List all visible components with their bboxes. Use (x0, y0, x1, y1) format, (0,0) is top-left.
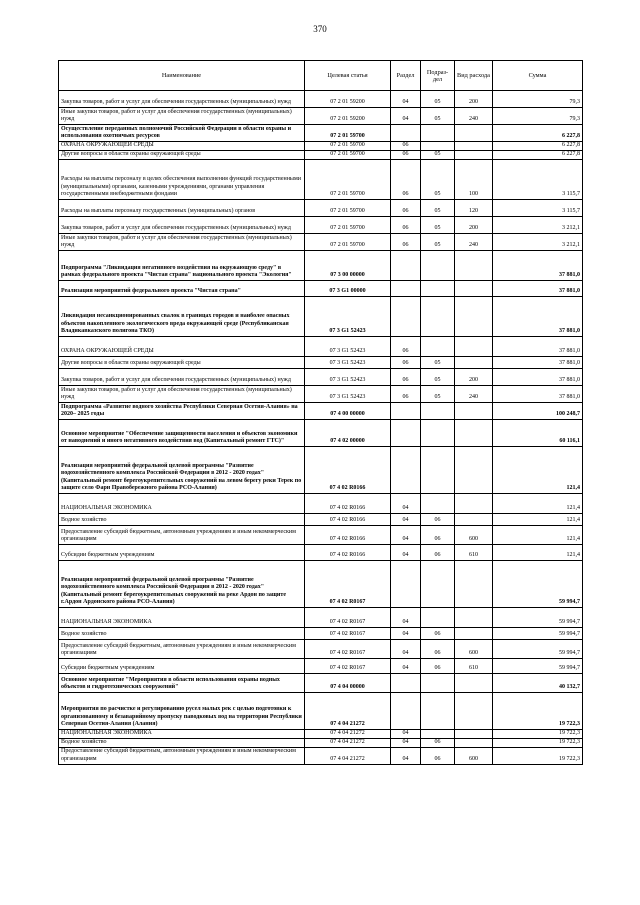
cell-name: Подпрограмма «Развитие водного хозяйства Республики Северная Осетия-Алания» на 2020– 2025 годы (59, 403, 305, 420)
cell-target-article: 07 4 02 R0166 (305, 494, 391, 514)
cell-subsection (421, 297, 455, 337)
cell-section (391, 447, 421, 494)
cell-amount: 37 881,0 (493, 357, 583, 369)
cell-section (391, 281, 421, 297)
table-row (59, 674, 583, 693)
cell-amount: 3 115,7 (493, 200, 583, 217)
cell-amount: 100 248,7 (493, 403, 583, 420)
cell-expense-type: 100 (455, 160, 493, 200)
cell-section: 04 (391, 514, 421, 526)
cell-section: 06 (391, 160, 421, 200)
cell-expense-type: 120 (455, 200, 493, 217)
header-section: Раздел (391, 61, 421, 91)
cell-name: Осуществление переданных полномочий Российской Федерации в области охраны и использования охотничьих ресурсов (59, 125, 305, 142)
header-subsection: Подраз-дел (421, 61, 455, 91)
cell-amount: 37 881,0 (493, 281, 583, 297)
cell-section: 06 (391, 217, 421, 234)
cell-expense-type (455, 142, 493, 151)
cell-amount: 59 994,7 (493, 659, 583, 674)
cell-amount: 6 227,8 (493, 125, 583, 142)
cell-expense-type: 600 (455, 640, 493, 659)
table-row (59, 659, 583, 674)
cell-target-article: 07 3 G1 00000 (305, 281, 391, 297)
cell-expense-type (455, 608, 493, 628)
cell-target-article: 07 4 04 21272 (305, 738, 391, 747)
cell-subsection (421, 337, 455, 357)
cell-name: Иные закупки товаров, работ и услуг для обеспечения государственных (муниципальных) нужд (59, 386, 305, 403)
cell-section (391, 403, 421, 420)
cell-expense-type: 600 (455, 526, 493, 545)
table-row (59, 200, 583, 217)
table-row (59, 386, 583, 403)
cell-amount: 37 881,0 (493, 297, 583, 337)
cell-subsection (421, 561, 455, 608)
cell-target-article: 07 3 00 00000 (305, 251, 391, 281)
cell-target-article: 07 2 01 59700 (305, 142, 391, 151)
cell-amount: 3 212,1 (493, 234, 583, 251)
cell-section: 04 (391, 640, 421, 659)
cell-target-article: 07 4 02 R0166 (305, 526, 391, 545)
cell-amount: 19 722,3 (493, 730, 583, 739)
cell-expense-type (455, 730, 493, 739)
cell-section: 04 (391, 730, 421, 739)
cell-expense-type: 200 (455, 217, 493, 234)
table-row (59, 420, 583, 447)
cell-subsection: 05 (421, 108, 455, 125)
cell-amount: 121,4 (493, 447, 583, 494)
cell-target-article: 07 3 G1 52423 (305, 297, 391, 337)
cell-name: Подпрограмма "Ликвидация негативного воздействия на окружающую среду" в рамках федерального проекта "Чистая страна" национального проекта "Экология" (59, 251, 305, 281)
table-row (59, 217, 583, 234)
cell-amount: 19 722,3 (493, 693, 583, 730)
cell-section (391, 561, 421, 608)
cell-section: 06 (391, 386, 421, 403)
cell-amount: 3 115,7 (493, 160, 583, 200)
cell-subsection (421, 674, 455, 693)
cell-target-article: 07 4 04 00000 (305, 674, 391, 693)
table-body (59, 91, 583, 765)
cell-section: 06 (391, 369, 421, 386)
cell-target-article: 07 2 01 59700 (305, 160, 391, 200)
table-row (59, 151, 583, 160)
table-row (59, 447, 583, 494)
cell-target-article: 07 4 04 21272 (305, 693, 391, 730)
cell-amount: 121,4 (493, 526, 583, 545)
cell-name: Реализация мероприятий федеральной целевой программы "Развитие водохозяйственного комплекса Российской Федерации в 2012 - 2020 годах" (Капитальный ремонт берегоукрепительных сооружений на левом берегу реки Терек по защите село Фарн Правобережного района РСО-Алания) (59, 447, 305, 494)
cell-target-article: 07 4 02 R0167 (305, 561, 391, 608)
cell-name: Закупка товаров, работ и услуг для обеспечения государственных (муниципальных) нужд (59, 369, 305, 386)
cell-amount: 121,4 (493, 545, 583, 561)
table-row (59, 738, 583, 747)
cell-amount: 6 227,8 (493, 151, 583, 160)
cell-name: Другие вопросы в области охраны окружающей среды (59, 357, 305, 369)
cell-subsection: 05 (421, 160, 455, 200)
cell-subsection: 06 (421, 545, 455, 561)
table-row (59, 545, 583, 561)
cell-name: Водное хозяйство (59, 628, 305, 640)
table-row (59, 125, 583, 142)
cell-amount: 6 227,8 (493, 142, 583, 151)
table-row (59, 251, 583, 281)
cell-target-article: 07 3 G1 52423 (305, 369, 391, 386)
cell-name: Закупка товаров, работ и услуг для обеспечения государственных (муниципальных) нужд (59, 217, 305, 234)
cell-target-article: 07 4 04 21272 (305, 730, 391, 739)
cell-subsection: 06 (421, 659, 455, 674)
cell-target-article: 07 4 02 R0167 (305, 640, 391, 659)
cell-subsection (421, 281, 455, 297)
cell-subsection: 05 (421, 357, 455, 369)
cell-amount: 79,3 (493, 108, 583, 125)
cell-name: Закупка товаров, работ и услуг для обеспечения государственных (муниципальных) нужд (59, 91, 305, 108)
cell-subsection (421, 730, 455, 739)
cell-section: 06 (391, 142, 421, 151)
cell-subsection (421, 251, 455, 281)
cell-name: Ликвидация несанкционированных свалок в границах городов и наиболее опасных объектов накопленного экологического вреда окружающей среде (Республиканская Владикавказского полигона ТКО) (59, 297, 305, 337)
cell-subsection (421, 494, 455, 514)
cell-expense-type (455, 251, 493, 281)
cell-target-article: 07 2 01 59700 (305, 125, 391, 142)
table-row (59, 234, 583, 251)
cell-amount: 59 994,7 (493, 640, 583, 659)
cell-subsection: 05 (421, 151, 455, 160)
cell-subsection: 06 (421, 738, 455, 747)
cell-expense-type (455, 447, 493, 494)
cell-amount: 79,3 (493, 91, 583, 108)
cell-amount: 60 116,1 (493, 420, 583, 447)
cell-subsection: 05 (421, 234, 455, 251)
cell-expense-type: 610 (455, 659, 493, 674)
cell-section: 04 (391, 494, 421, 514)
cell-section: 06 (391, 151, 421, 160)
cell-subsection (421, 693, 455, 730)
cell-subsection (421, 142, 455, 151)
cell-subsection: 06 (421, 514, 455, 526)
cell-amount: 19 722,3 (493, 738, 583, 747)
cell-expense-type: 200 (455, 91, 493, 108)
cell-amount: 37 881,0 (493, 386, 583, 403)
cell-expense-type (455, 281, 493, 297)
table-row (59, 357, 583, 369)
cell-expense-type: 240 (455, 234, 493, 251)
cell-amount: 121,4 (493, 494, 583, 514)
cell-expense-type (455, 337, 493, 357)
table-row (59, 142, 583, 151)
cell-section (391, 674, 421, 693)
cell-name: ОХРАНА ОКРУЖАЮЩЕЙ СРЕДЫ (59, 337, 305, 357)
table-header-row (59, 61, 583, 91)
cell-section (391, 251, 421, 281)
cell-name: Мероприятия по расчистке и регулированию русел малых рек с целью подготовки к организованному и безаварийному пропуску паводковых вод на территории Республики Северная Осетия-Алания (Алания) (59, 693, 305, 730)
table-row (59, 403, 583, 420)
cell-name: Предоставление субсидий бюджетным, автономным учреждениям и иным некоммерческим организациям (59, 526, 305, 545)
cell-subsection: 06 (421, 526, 455, 545)
table-row (59, 91, 583, 108)
cell-expense-type (455, 420, 493, 447)
table-row (59, 494, 583, 514)
cell-target-article: 07 4 02 00000 (305, 420, 391, 447)
page-number: 370 (313, 24, 327, 34)
cell-expense-type (455, 693, 493, 730)
table-row (59, 281, 583, 297)
cell-target-article: 07 2 01 59700 (305, 234, 391, 251)
table-row (59, 561, 583, 608)
cell-name: Основное мероприятие "Обеспечение защищенности населения и объектов экономики от наводнений и иного негативного воздействия вод (Капитальный ремонт ГТС)" (59, 420, 305, 447)
cell-subsection: 06 (421, 747, 455, 764)
cell-expense-type (455, 494, 493, 514)
cell-subsection: 05 (421, 386, 455, 403)
cell-expense-type (455, 561, 493, 608)
cell-amount: 19 722,3 (493, 747, 583, 764)
cell-amount: 59 994,7 (493, 628, 583, 640)
cell-target-article: 07 4 04 21272 (305, 747, 391, 764)
cell-amount: 40 132,7 (493, 674, 583, 693)
cell-section: 06 (391, 337, 421, 357)
cell-section: 04 (391, 108, 421, 125)
cell-amount: 59 994,7 (493, 561, 583, 608)
cell-section (391, 693, 421, 730)
cell-name: Расходы на выплаты персоналу государственных (муниципальных) органов (59, 200, 305, 217)
table-row (59, 640, 583, 659)
budget-table (58, 60, 583, 765)
cell-expense-type: 600 (455, 747, 493, 764)
header-target-article: Целевая статья (305, 61, 391, 91)
cell-name: Реализация мероприятий федерального проекта "Чистая страна" (59, 281, 305, 297)
cell-section (391, 125, 421, 142)
cell-subsection (421, 403, 455, 420)
cell-expense-type (455, 125, 493, 142)
cell-subsection: 05 (421, 91, 455, 108)
header-expense-type: Вид расхода (455, 61, 493, 91)
cell-section: 04 (391, 628, 421, 640)
cell-target-article: 07 2 01 59200 (305, 91, 391, 108)
cell-target-article: 07 2 01 59200 (305, 108, 391, 125)
cell-subsection (421, 125, 455, 142)
cell-section: 04 (391, 526, 421, 545)
cell-expense-type (455, 514, 493, 526)
cell-subsection: 05 (421, 200, 455, 217)
header-name: Наименование (59, 61, 305, 91)
header-amount: Сумма (493, 61, 583, 91)
cell-amount: 121,4 (493, 514, 583, 526)
cell-subsection: 06 (421, 640, 455, 659)
cell-subsection (421, 420, 455, 447)
cell-target-article: 07 4 02 R0166 (305, 514, 391, 526)
table-row (59, 730, 583, 739)
cell-amount: 3 212,1 (493, 217, 583, 234)
cell-section: 04 (391, 91, 421, 108)
cell-expense-type (455, 628, 493, 640)
cell-name: Предоставление субсидий бюджетным, автономным учреждениям и иным некоммерческим организациям (59, 747, 305, 764)
cell-target-article: 07 4 02 R0167 (305, 608, 391, 628)
cell-name: Другие вопросы в области охраны окружающей среды (59, 151, 305, 160)
cell-expense-type: 610 (455, 545, 493, 561)
cell-target-article: 07 4 02 R0167 (305, 628, 391, 640)
table-row (59, 337, 583, 357)
cell-expense-type: 240 (455, 386, 493, 403)
cell-section (391, 420, 421, 447)
cell-expense-type (455, 151, 493, 160)
cell-section: 06 (391, 357, 421, 369)
cell-expense-type (455, 297, 493, 337)
cell-target-article: 07 2 01 59700 (305, 151, 391, 160)
cell-name: НАЦИОНАЛЬНАЯ ЭКОНОМИКА (59, 730, 305, 739)
cell-amount: 37 881,0 (493, 369, 583, 386)
cell-target-article: 07 2 01 59700 (305, 217, 391, 234)
cell-target-article: 07 3 G1 52423 (305, 337, 391, 357)
cell-target-article: 07 3 G1 52423 (305, 357, 391, 369)
cell-expense-type: 200 (455, 369, 493, 386)
table-row (59, 747, 583, 764)
cell-subsection: 05 (421, 217, 455, 234)
cell-subsection: 06 (421, 628, 455, 640)
table-row (59, 297, 583, 337)
table-row (59, 628, 583, 640)
cell-name: ОХРАНА ОКРУЖАЮЩЕЙ СРЕДЫ (59, 142, 305, 151)
cell-target-article: 07 4 02 R0166 (305, 545, 391, 561)
table-row (59, 514, 583, 526)
cell-expense-type: 240 (455, 108, 493, 125)
cell-section: 04 (391, 747, 421, 764)
cell-target-article: 07 4 02 R0166 (305, 447, 391, 494)
cell-name: Субсидии бюджетным учреждениям (59, 659, 305, 674)
cell-subsection (421, 608, 455, 628)
table-row (59, 693, 583, 730)
cell-amount: 37 881,0 (493, 251, 583, 281)
cell-expense-type (455, 403, 493, 420)
cell-name: Субсидии бюджетным учреждениям (59, 545, 305, 561)
cell-name: Реализация мероприятий федеральной целевой программы "Развитие водохозяйственного комплекса Российской Федерации в 2012 - 2020 годах" (Капитальный ремонт берегоукрепительных сооружений на реке Ардон по защите г.Ардон Ардонского района РСО-Алания) (59, 561, 305, 608)
cell-subsection (421, 447, 455, 494)
cell-target-article: 07 3 G1 52423 (305, 386, 391, 403)
cell-section: 04 (391, 608, 421, 628)
cell-subsection: 05 (421, 369, 455, 386)
cell-section: 04 (391, 659, 421, 674)
table-row (59, 608, 583, 628)
cell-name: Иные закупки товаров, работ и услуг для обеспечения государственных (муниципальных) нужд (59, 234, 305, 251)
cell-expense-type (455, 674, 493, 693)
cell-target-article: 07 4 02 R0167 (305, 659, 391, 674)
cell-amount: 59 994,7 (493, 608, 583, 628)
table-row (59, 369, 583, 386)
cell-section: 06 (391, 234, 421, 251)
cell-name: Водное хозяйство (59, 738, 305, 747)
cell-name: Предоставление субсидий бюджетным, автономным учреждениям и иным некоммерческим организациям (59, 640, 305, 659)
cell-section: 06 (391, 200, 421, 217)
cell-amount: 37 881,0 (493, 337, 583, 357)
cell-section (391, 297, 421, 337)
cell-name: Иные закупки товаров, работ и услуг для обеспечения государственных (муниципальных) нужд (59, 108, 305, 125)
cell-target-article: 07 4 00 00000 (305, 403, 391, 420)
table-row (59, 108, 583, 125)
cell-section: 04 (391, 545, 421, 561)
cell-name: Основное мероприятие "Мероприятия в области использования охраны водных объектов и гидротехнических сооружений" (59, 674, 305, 693)
cell-target-article: 07 2 01 59700 (305, 200, 391, 217)
cell-name: НАЦИОНАЛЬНАЯ ЭКОНОМИКА (59, 494, 305, 514)
cell-name: Водное хозяйство (59, 514, 305, 526)
cell-section: 04 (391, 738, 421, 747)
table-row (59, 526, 583, 545)
cell-expense-type (455, 357, 493, 369)
cell-expense-type (455, 738, 493, 747)
cell-name: НАЦИОНАЛЬНАЯ ЭКОНОМИКА (59, 608, 305, 628)
table-row (59, 160, 583, 200)
cell-name: Расходы на выплаты персоналу в целях обеспечения выполнения функций государственными (муниципальными) органами, казенными учреждениями, органами управления государственными внебюджетными фондами (59, 160, 305, 200)
